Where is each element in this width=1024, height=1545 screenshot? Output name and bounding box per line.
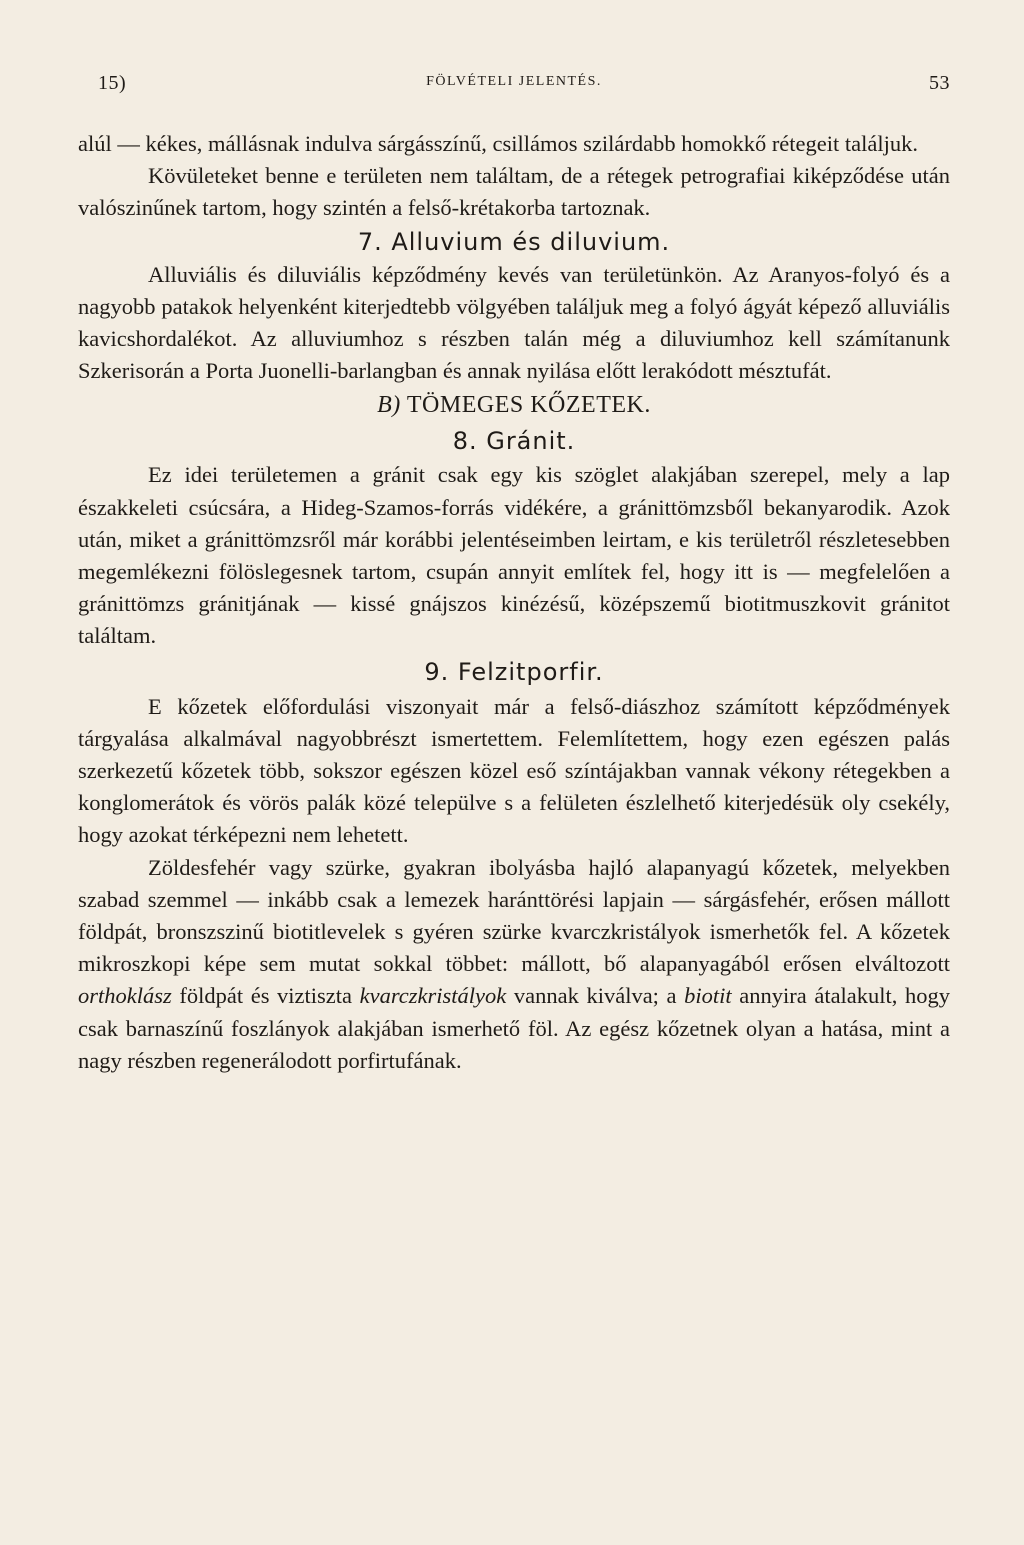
paragraph-granite: Ez idei területemen a gránit csak egy kis szöglet alakjában szerepel, mely a lap északkeleti csúcsára, a Hideg-Szamos-forrás vidékére, a gránittömzsből bekanyarodik. Azok után, miket a gránittömzsről már korábbi jelentéseimben leirtam, e kis területről részletesebben megemlékezni fölöslegesnek tartom, csupán annyit említek fel, hogy itt is — megfelelően a gránittömzs gránitjának — kissé gnájszos kinézésű, középszemű biotitmuszkovit gránitot találtam. — [78, 462, 950, 649]
section-heading-alluvium: 7. Alluvium és diluvium. — [357, 227, 671, 256]
paragraph-felsite-occurrence: E kőzetek előfordulási viszonyait már a felső-diászhoz számított képződmények tárgyalása alkalmával nagyobbrészt ismertettem. Felemlítettem, hogy ezen egészen palás szerkezetű kőzetek több, sokszor egészen közel eső színtájakban vannak vékony rétegekben a konglomerátok és vörös palák közé települve s a felületen észlelhető kiterjedésük oly csekély, hogy azokat térképezni nem lehetett. — [78, 693, 950, 848]
header-page-ref: 15) — [98, 72, 127, 94]
header-page-number: 53 — [929, 72, 950, 94]
section-heading-felsite-porphyry: 9. Felzitporfir. — [424, 657, 604, 686]
running-header — [78, 66, 950, 96]
paragraph-sandstone: alúl — kékes, mállásnak indulva sárgásszínű, csillámos szilárdabb homokkő rétegeit találjuk. — [78, 131, 919, 156]
book-page — [78, 66, 950, 1077]
term-quartz-crystals: kvarczkristályok — [359, 983, 507, 1009]
major-heading-letter: B) — [377, 392, 401, 419]
desc-text-2: földpát és viztiszta — [179, 983, 353, 1009]
major-heading-massive-rocks — [78, 387, 950, 423]
section-heading-granite: 8. Gránit. — [452, 427, 576, 456]
paragraph-alluvium: Alluviális és diluviális képződmény kevés van területünkön. Az Aranyos-folyó és a nagyobb patakok helyenként kiterjedtebb völgyében találjuk meg a folyó ágyát képező alluviális kavicshordalékot. Az alluviumhoz s részben talán még a diluviumhoz kell számítanunk Szkerisorán a Porta Juonelli-barlangban és annak nyilása előtt lerakódott mésztufát. — [78, 261, 950, 384]
term-orthoclase: orthoklász — [78, 983, 172, 1009]
paragraph-felsite-description — [78, 852, 950, 1077]
term-biotite: biotit — [684, 983, 732, 1009]
desc-text-1: Zöldesfehér vagy szürke, gyakran ibolyásba hajló alapanyagú kőzetek, melyekben szabad szemmel — inkább csak a lemezek haránttörési lapjain — sárgásfehér, erősen mállott földpát, bronszszinű biotitlevelek s gyéren szürke kvarczkristályok ismerhetők fel. A kőzetek mikroszkopi képe sem mutat sokkal többet: mállott, bő alapanyagából erősen elváltozott — [78, 854, 950, 977]
desc-text-3: vannak kiválva; a — [513, 983, 677, 1009]
major-heading-title: TÖMEGES KŐZETEK. — [406, 392, 651, 419]
desc-text-4: annyira átalakult, hogy csak barnaszínű foszlányok alakjában ismerhető föl. Az egész kőzetnek olyan a hatása, mint a nagy részben regenerálodott porfirtufának. — [78, 983, 951, 1073]
header-title: FÖLVÉTELI JELENTÉS. — [426, 74, 602, 89]
text-block — [78, 128, 950, 1077]
paragraph-fossils: Kövületeket benne e területen nem találtam, de a rétegek petrografiai kiképződése után valószinűnek tartom, hogy szintén a felső-krétakorba tartoznak. — [78, 163, 950, 221]
